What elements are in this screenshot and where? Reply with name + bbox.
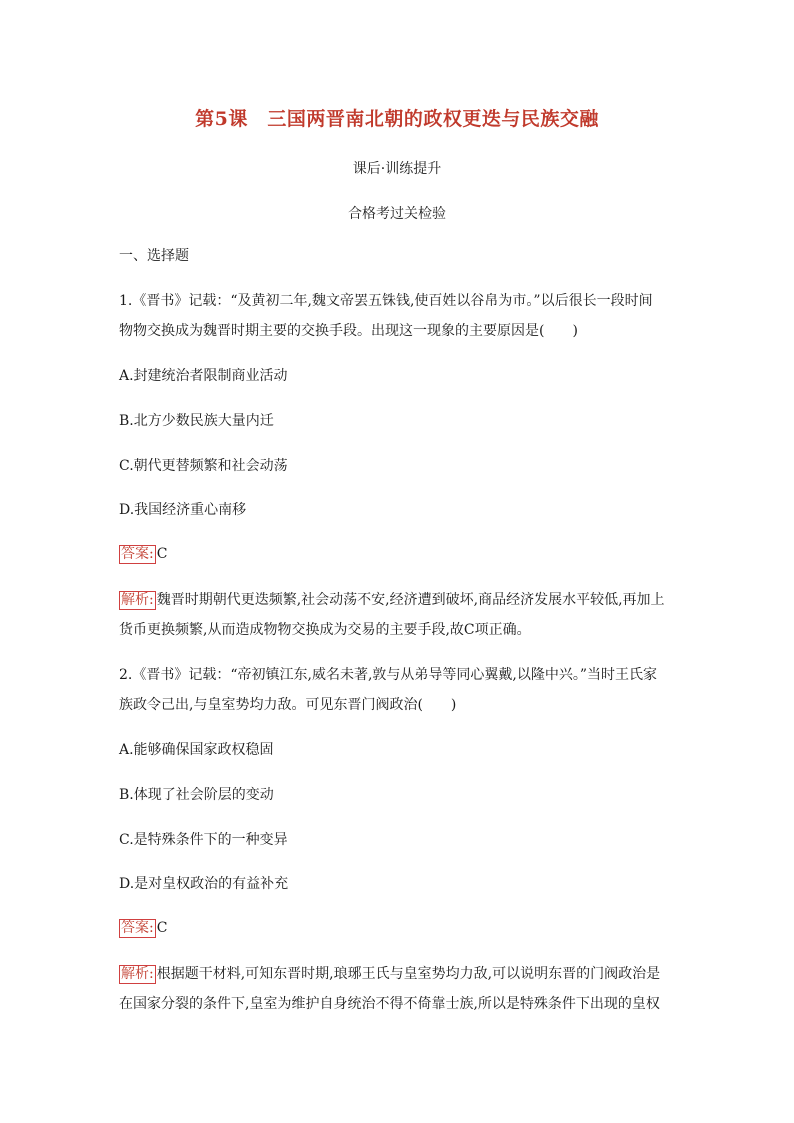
subtitle-after-class: 课后·训练提升 (352, 161, 442, 177)
q2-option-d: D.是对皇权政治的有益补充 (119, 876, 289, 892)
q2-option-c: C.是特殊条件下的一种变异 (119, 832, 288, 848)
q2-stem-line2: 族政令己出,与皇室势均力敌。可见东晋门阀政治( ) (119, 697, 457, 713)
answer-value: C (156, 546, 168, 562)
q1-stem-line2: 物物交换成为魏晋时期主要的交换手段。出现这一现象的主要原因是( ) (119, 323, 578, 339)
q1-option-c: C.朝代更替频繁和社会动荡 (119, 458, 288, 474)
q1-option-a: A.封建统治者限制商业活动 (119, 368, 288, 384)
q1-option-b: B.北方少数民族大量内迁 (119, 413, 274, 429)
page-title: 第5课 三国两晋南北朝的政权更迭与民族交融 (195, 108, 599, 130)
analysis-label: 解析: (121, 966, 154, 982)
q2-option-a: A.能够确保国家政权稳固 (119, 742, 274, 758)
subtitle-qualification: 合格考过关检验 (348, 206, 446, 222)
q2-analysis-line1 (119, 964, 660, 984)
q1-stem-line1: 1.《晋书》记载：“及黄初二年,魏文帝罢五铢钱,使百姓以谷帛为市。”以后很长一段时间 (119, 293, 653, 309)
answer-label: 答案: (121, 920, 154, 936)
q1-answer (119, 544, 167, 564)
answer-value: C (156, 920, 168, 936)
q1-analysis-line1 (119, 590, 665, 610)
answer-label: 答案: (121, 546, 154, 562)
section-heading: 一、选择题 (119, 248, 189, 264)
q1-analysis-line2: 货币更换频繁,从而造成物物交换成为交易的主要手段,故C项正确。 (119, 622, 531, 638)
analysis-label: 解析: (121, 592, 154, 608)
q2-option-b: B.体现了社会阶层的变动 (119, 787, 274, 803)
q2-answer (119, 918, 167, 938)
q1-option-d: D.我国经济重心南移 (119, 502, 247, 518)
q2-analysis-line2: 在国家分裂的条件下,皇室为维护自身统治不得不倚靠士族,所以是特殊条件下出现的皇权 (119, 996, 660, 1012)
q2-stem-line1: 2.《晋书》记载：“帝初镇江东,威名未著,敦与从弟导等同心翼戴,以隆中兴。”当时王氏家 (119, 667, 658, 683)
analysis-text: 魏晋时期朝代更迭频繁,社会动荡不安,经济遭到破坏,商品经济发展水平较低,再加上 (156, 592, 665, 608)
analysis-text: 根据题干材料,可知东晋时期,琅琊王氏与皇室势均力敌,可以说明东晋的门阀政治是 (156, 966, 661, 982)
